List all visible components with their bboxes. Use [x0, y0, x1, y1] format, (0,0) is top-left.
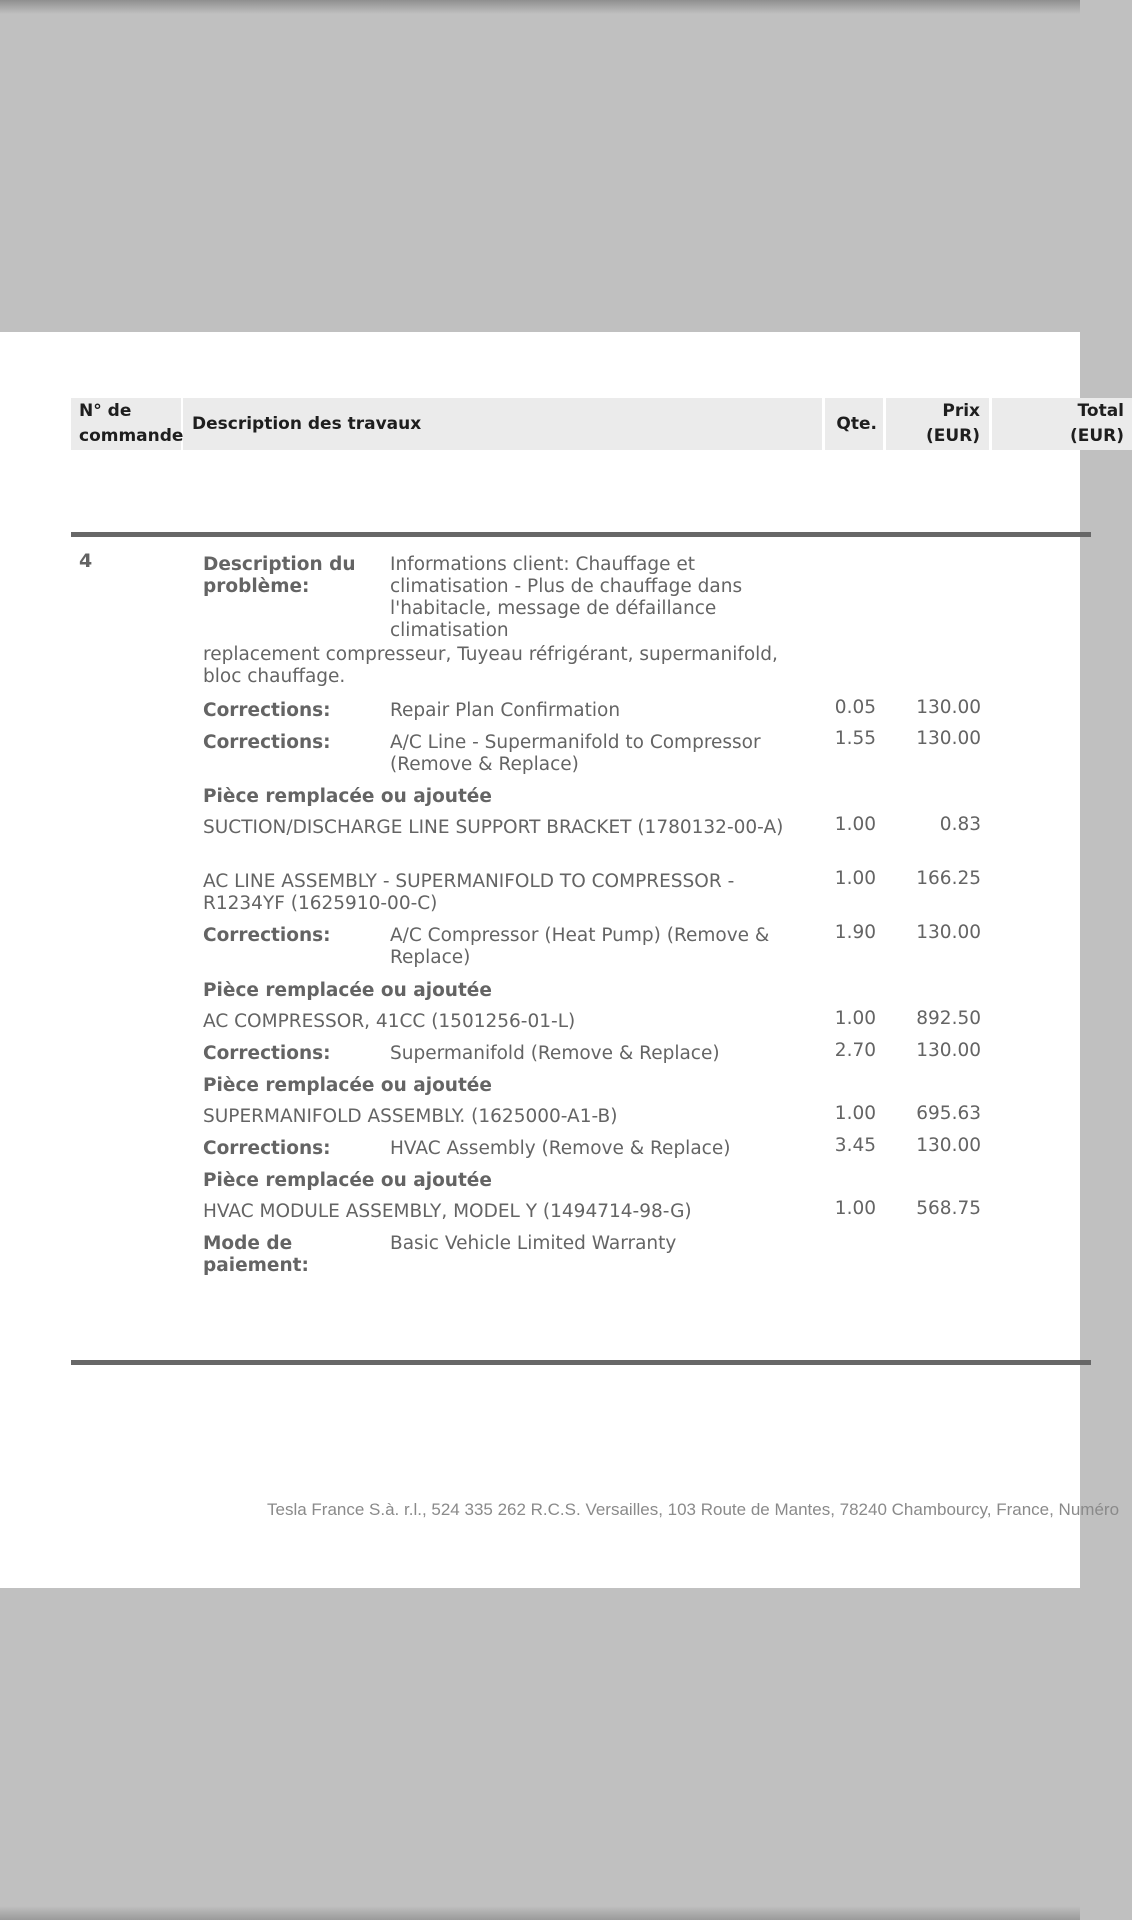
- corrections-label: Corrections:: [203, 732, 331, 753]
- line-quantity: 1.55: [834, 728, 876, 749]
- line-price: 568.75: [916, 1198, 981, 1219]
- header-quantity-label: Qte.: [836, 414, 877, 434]
- correction-text: A/C Compressor (Heat Pump) (Remove & Replace): [390, 925, 770, 968]
- part-text: HVAC MODULE ASSEMBLY, MODEL Y (1494714-98-G): [203, 1201, 692, 1222]
- part-text: SUPERMANIFOLD ASSEMBLY. (1625000-A1-B): [203, 1106, 618, 1127]
- corrections-label: Corrections:: [203, 925, 331, 946]
- correction-text: Supermanifold (Remove & Replace): [390, 1043, 720, 1064]
- viewer-bottom-shadow: [0, 1906, 1080, 1920]
- invoice-page: [0, 332, 1124, 1588]
- section-divider-bottom: [71, 1360, 1091, 1365]
- correction-text: HVAC Assembly (Remove & Replace): [390, 1138, 731, 1159]
- header-order-line2: commande: [79, 426, 184, 446]
- header-total: [992, 398, 1132, 450]
- order-number: 4: [79, 550, 93, 572]
- header-price-line2: (EUR): [925, 426, 980, 446]
- problem-label: Description du problème:: [203, 554, 356, 597]
- line-price: 892.50: [916, 1008, 981, 1029]
- problem-note: replacement compresseur, Tuyeau réfrigérant, supermanifold, bloc chauffage.: [203, 644, 778, 687]
- line-price: 130.00: [916, 1040, 981, 1061]
- header-total-line2: (EUR): [1069, 426, 1124, 446]
- line-quantity: 1.00: [834, 1198, 876, 1219]
- header-price: [886, 398, 989, 450]
- line-quantity: 3.45: [834, 1135, 876, 1156]
- header-order-line1: N° de: [79, 401, 132, 421]
- corrections-label: Corrections:: [203, 700, 331, 721]
- line-price: 130.00: [916, 922, 981, 943]
- parts-heading: Pièce remplacée ou ajoutée: [203, 980, 492, 1001]
- line-price: 695.63: [916, 1103, 981, 1124]
- header-quantity: [825, 398, 883, 450]
- line-price: 130.00: [916, 697, 981, 718]
- payment-value: Basic Vehicle Limited Warranty: [390, 1233, 677, 1254]
- header-description-label: Description des travaux: [192, 414, 422, 434]
- viewer-top-shadow: [0, 0, 1080, 14]
- parts-heading: Pièce remplacée ou ajoutée: [203, 786, 492, 807]
- header-description: [183, 398, 822, 450]
- line-price: 0.83: [939, 814, 981, 835]
- part-text: AC LINE ASSEMBLY - SUPERMANIFOLD TO COMPRESSOR - R1234YF (1625910-00-C): [203, 871, 735, 914]
- header-order-number: [71, 398, 184, 450]
- correction-text: Repair Plan Confirmation: [390, 700, 621, 721]
- line-quantity: 1.00: [834, 814, 876, 835]
- part-text: SUCTION/DISCHARGE LINE SUPPORT BRACKET (1780132-00-A): [203, 817, 784, 838]
- line-price: 166.25: [916, 868, 981, 889]
- corrections-label: Corrections:: [203, 1138, 331, 1159]
- company-footer: Tesla France S.à. r.l., 524 335 262 R.C.S. Versailles, 103 Route de Mantes, 78240 Chambourcy, France, Numéro: [267, 1500, 1120, 1519]
- problem-text: Informations client: Chauffage et climatisation - Plus de chauffage dans l'habitacle, message de défaillance climatisation: [390, 554, 743, 641]
- parts-heading: Pièce remplacée ou ajoutée: [203, 1075, 492, 1096]
- part-text: AC COMPRESSOR, 41CC (1501256-01-L): [203, 1011, 576, 1032]
- line-price: 130.00: [916, 1135, 981, 1156]
- parts-heading: Pièce remplacée ou ajoutée: [203, 1170, 492, 1191]
- section-divider-top: [71, 532, 1091, 537]
- line-quantity: 1.00: [834, 868, 876, 889]
- payment-label: Mode de paiement:: [203, 1233, 309, 1276]
- line-quantity: 1.00: [834, 1103, 876, 1124]
- line-price: 130.00: [916, 728, 981, 749]
- line-quantity: 1.90: [834, 922, 876, 943]
- line-quantity: 2.70: [834, 1040, 876, 1061]
- correction-text: A/C Line - Supermanifold to Compressor (Remove & Replace): [390, 732, 761, 775]
- header-price-line1: Prix: [942, 401, 980, 421]
- line-quantity: 0.05: [834, 697, 876, 718]
- line-quantity: 1.00: [834, 1008, 876, 1029]
- corrections-label: Corrections:: [203, 1043, 331, 1064]
- header-total-line1: Total: [1077, 401, 1124, 421]
